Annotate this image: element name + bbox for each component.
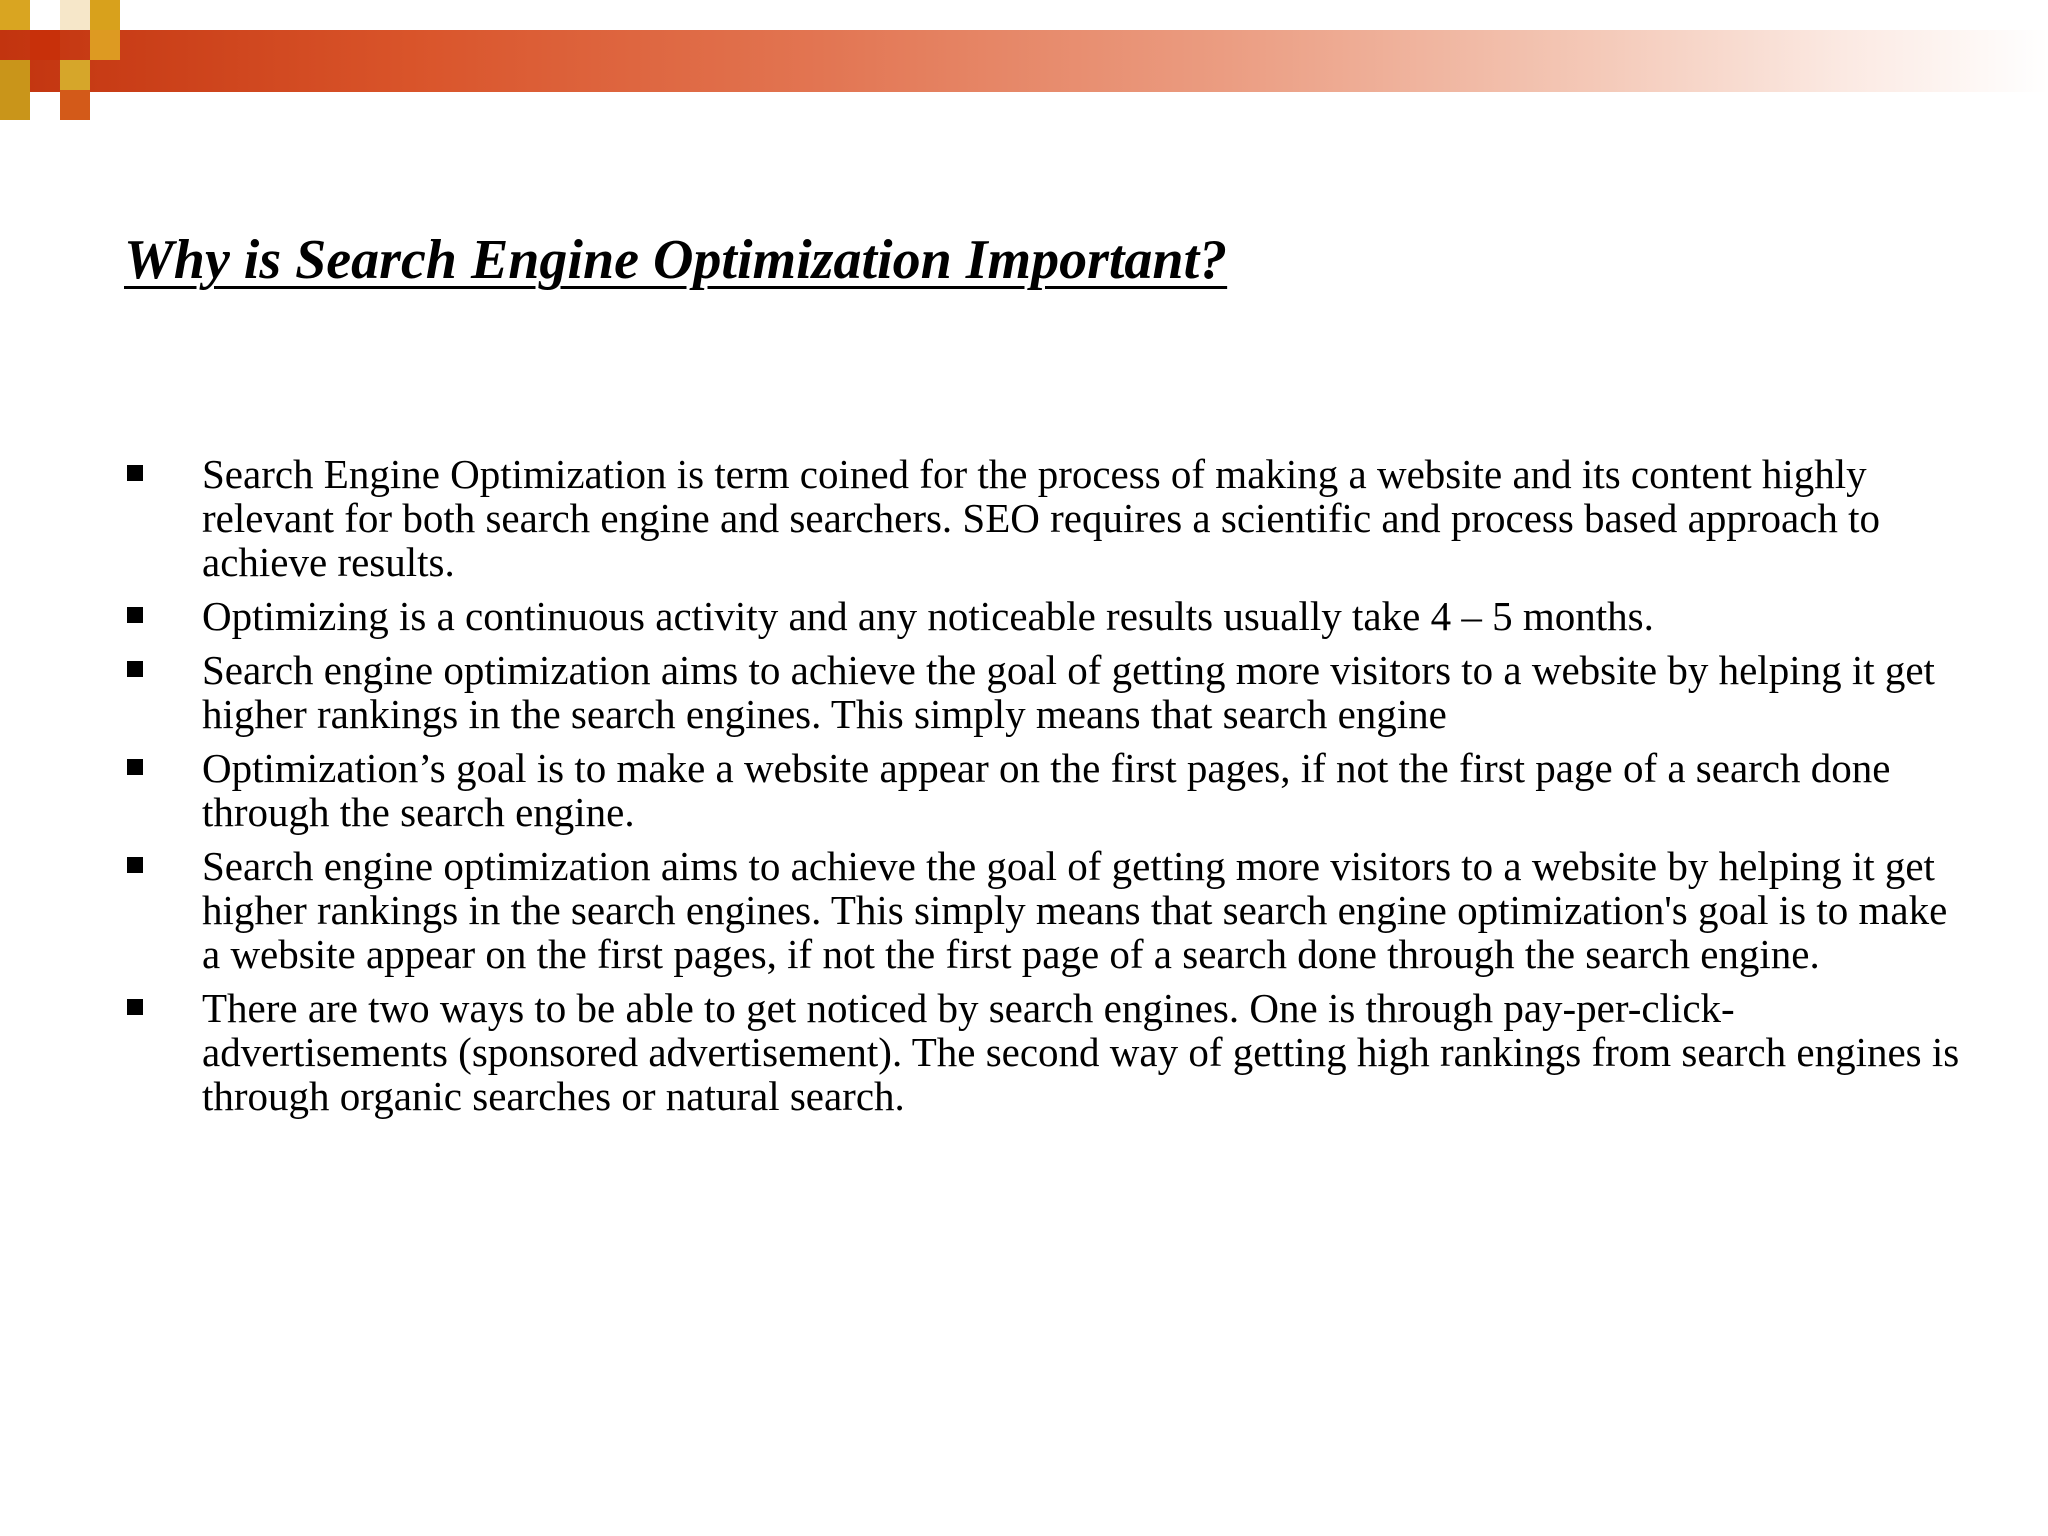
decor-square-orange	[60, 90, 90, 120]
square-bullet-icon	[127, 607, 143, 623]
slide-title: Why is Search Engine Optimization Important?	[124, 229, 1228, 291]
bullet-item	[124, 746, 1964, 834]
bullet-text: Optimization’s goal is to make a website appear on the first pages, if not the first page of a search done through the search engine.	[202, 745, 1891, 835]
square-bullet-icon	[127, 661, 143, 677]
decor-square-gold-mid	[90, 0, 120, 30]
bullet-item	[124, 986, 1964, 1118]
bullet-list	[124, 452, 1964, 1128]
bullet-item	[124, 648, 1964, 736]
bullet-item	[124, 594, 1964, 638]
header-gradient-bar	[0, 30, 2048, 92]
decor-square-gold	[0, 0, 30, 30]
bullet-text: Search Engine Optimization is term coined for the process of making a website and its content highly relevant for both search engine and searchers. SEO requires a scientific and process based approach to achieve results.	[202, 451, 1881, 585]
square-bullet-icon	[127, 857, 143, 873]
square-bullet-icon	[127, 999, 143, 1015]
bullet-text: Optimizing is a continuous activity and any noticeable results usually take 4 – 5 months.	[202, 593, 1654, 639]
square-bullet-icon	[127, 465, 143, 481]
bullet-text: Search engine optimization aims to achieve the goal of getting more visitors to a website by helping it get higher rankings in the search engines. This simply means that search engine optimization's goal is to make a website appear on the first pages, if not the first page of a search done through the search engine.	[202, 843, 1948, 977]
square-bullet-icon	[127, 759, 143, 775]
decor-square-pale	[60, 0, 90, 30]
decor-square-gold-dark	[0, 60, 30, 120]
bullet-item	[124, 844, 1964, 976]
decor-square-gold-light	[60, 60, 90, 90]
decor-square-red	[30, 30, 60, 60]
bullet-text: There are two ways to be able to get noticed by search engines. One is through pay-per-click-advertisements (sponsored advertisement). The second way of getting high rankings from search engines is through organic searches or natural search.	[202, 985, 1960, 1119]
bullet-item	[124, 452, 1964, 584]
bullet-text: Search engine optimization aims to achieve the goal of getting more visitors to a website by helping it get higher rankings in the search engines. This simply means that search engine	[202, 647, 1935, 737]
decor-square-gold-mid2	[90, 30, 120, 60]
